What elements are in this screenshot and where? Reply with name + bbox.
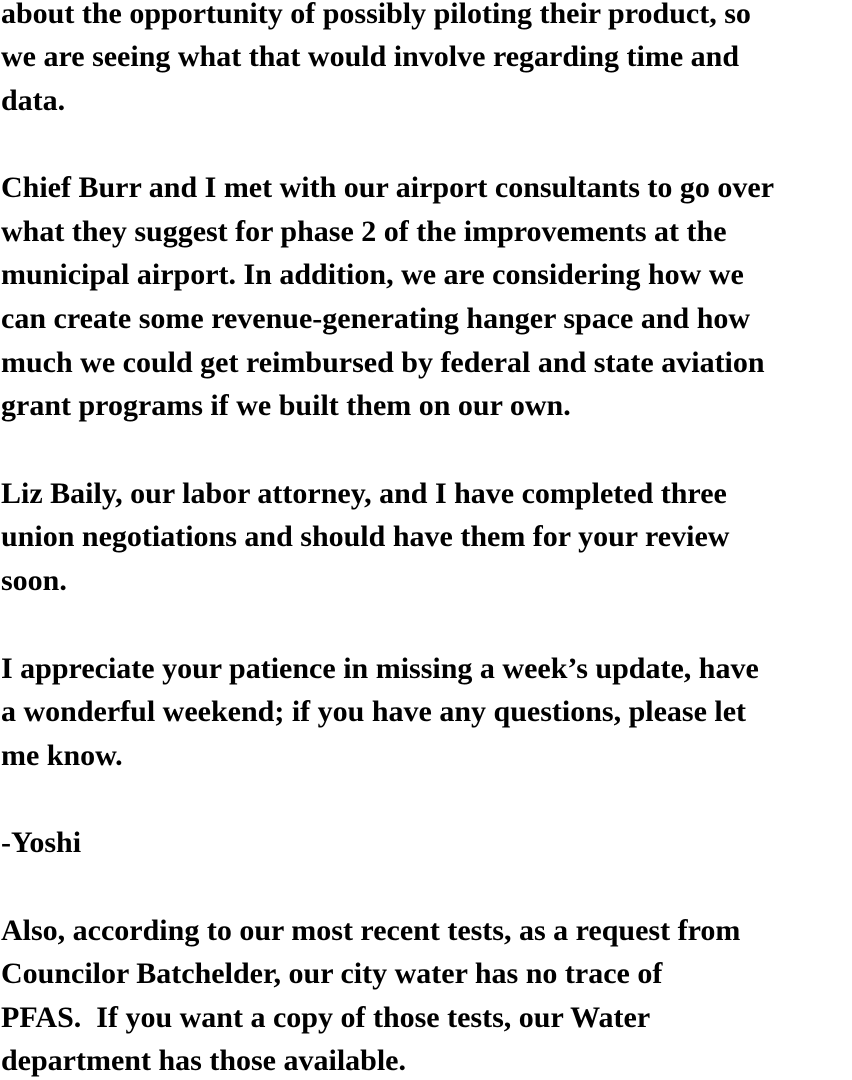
text-line: Councilor Batchelder, our city water has no trace of [1, 957, 663, 990]
text-line: much we could get reimbursed by federal and state aviation [1, 346, 765, 379]
text-line: a wonderful weekend; if you have any questions, please let [1, 695, 747, 728]
text-line: data. [1, 84, 66, 117]
text-line: we are seeing what that would involve regarding time and [1, 40, 740, 73]
text-line: me know. [1, 739, 123, 772]
text-line: Liz Baily, our labor attorney, and I have completed three [1, 477, 727, 510]
text-line: grant programs if we built them on our own. [1, 389, 571, 422]
text-line: Also, according to our most recent tests, as a request from [1, 914, 741, 947]
text-line: department has those available. [1, 1044, 406, 1077]
signature-text: -Yoshi [1, 826, 82, 859]
text-line: union negotiations and should have them for your review [1, 520, 730, 553]
text-line: what they suggest for phase 2 of the improvements at the [1, 215, 727, 248]
text-line: soon. [1, 564, 67, 597]
text-line: about the opportunity of possibly piloting their product, so [1, 0, 751, 30]
text-line: municipal airport. In addition, we are considering how we [1, 258, 744, 291]
text-line: I appreciate your patience in missing a week’s update, have [1, 652, 759, 685]
text-line: PFAS. If you want a copy of those tests, our Water [1, 1001, 651, 1034]
text-line: Chief Burr and I met with our airport consultants to go over [1, 171, 775, 204]
text-line: can create some revenue-generating hanger space and how [1, 302, 751, 335]
